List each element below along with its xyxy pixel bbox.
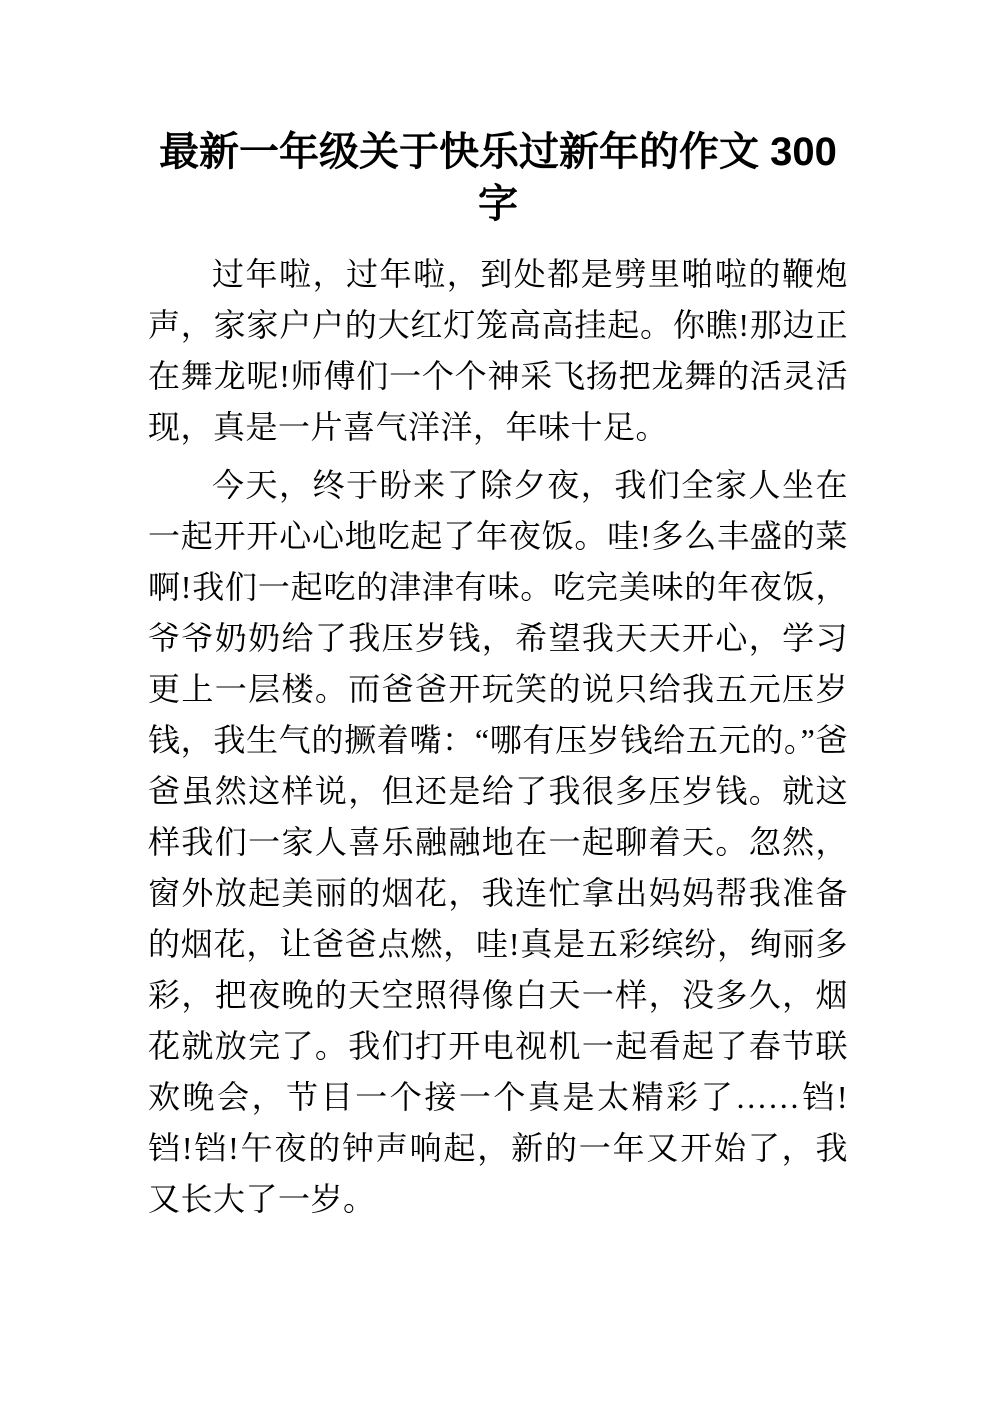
document-title bbox=[148, 126, 848, 230]
document-title-line-1: 最新一年级关于快乐过新年的作文 300 bbox=[159, 130, 837, 174]
essay-paragraph-1: 过年啦，过年啦，到处都是劈里啪啦的鞭炮声，家家户户的大红灯笼高高挂起。你瞧!那边正在舞龙呢!师傅们一个个神采飞扬把龙舞的活灵活现，真是一片喜气洋洋，年味十足。 bbox=[148, 256, 848, 445]
document-title-line-2: 字 bbox=[478, 182, 518, 226]
essay-paragraph-2: 今天，终于盼来了除夕夜，我们全家人坐在一起开开心心地吃起了年夜饭。哇!多么丰盛的菜啊!我们一起吃的津津有味。吃完美味的年夜饭，爷爷奶奶给了我压岁钱，希望我天天开心，学习更上一层楼。而爸爸开玩笑的说只给我五元压岁钱，我生气的撅着嘴：“哪有压岁钱给五元的。”爸爸虽然这样说，但还是给了我很多压岁钱。就这样我们一家人喜乐融融地在一起聊着天。忽然，窗外放起美丽的烟花，我连忙拿出妈妈帮我准备的烟花，让爸爸点燃，哇!真是五彩缤纷，绚丽多彩，把夜晚的天空照得像白天一样，没多久，烟花就放完了。我们打开电视机一起看起了春节联欢晚会，节目一个接一个真是太精彩了……铛!铛!铛!午夜的钟声响起，新的一年又开始了，我又长大了一岁。 bbox=[148, 467, 848, 1217]
